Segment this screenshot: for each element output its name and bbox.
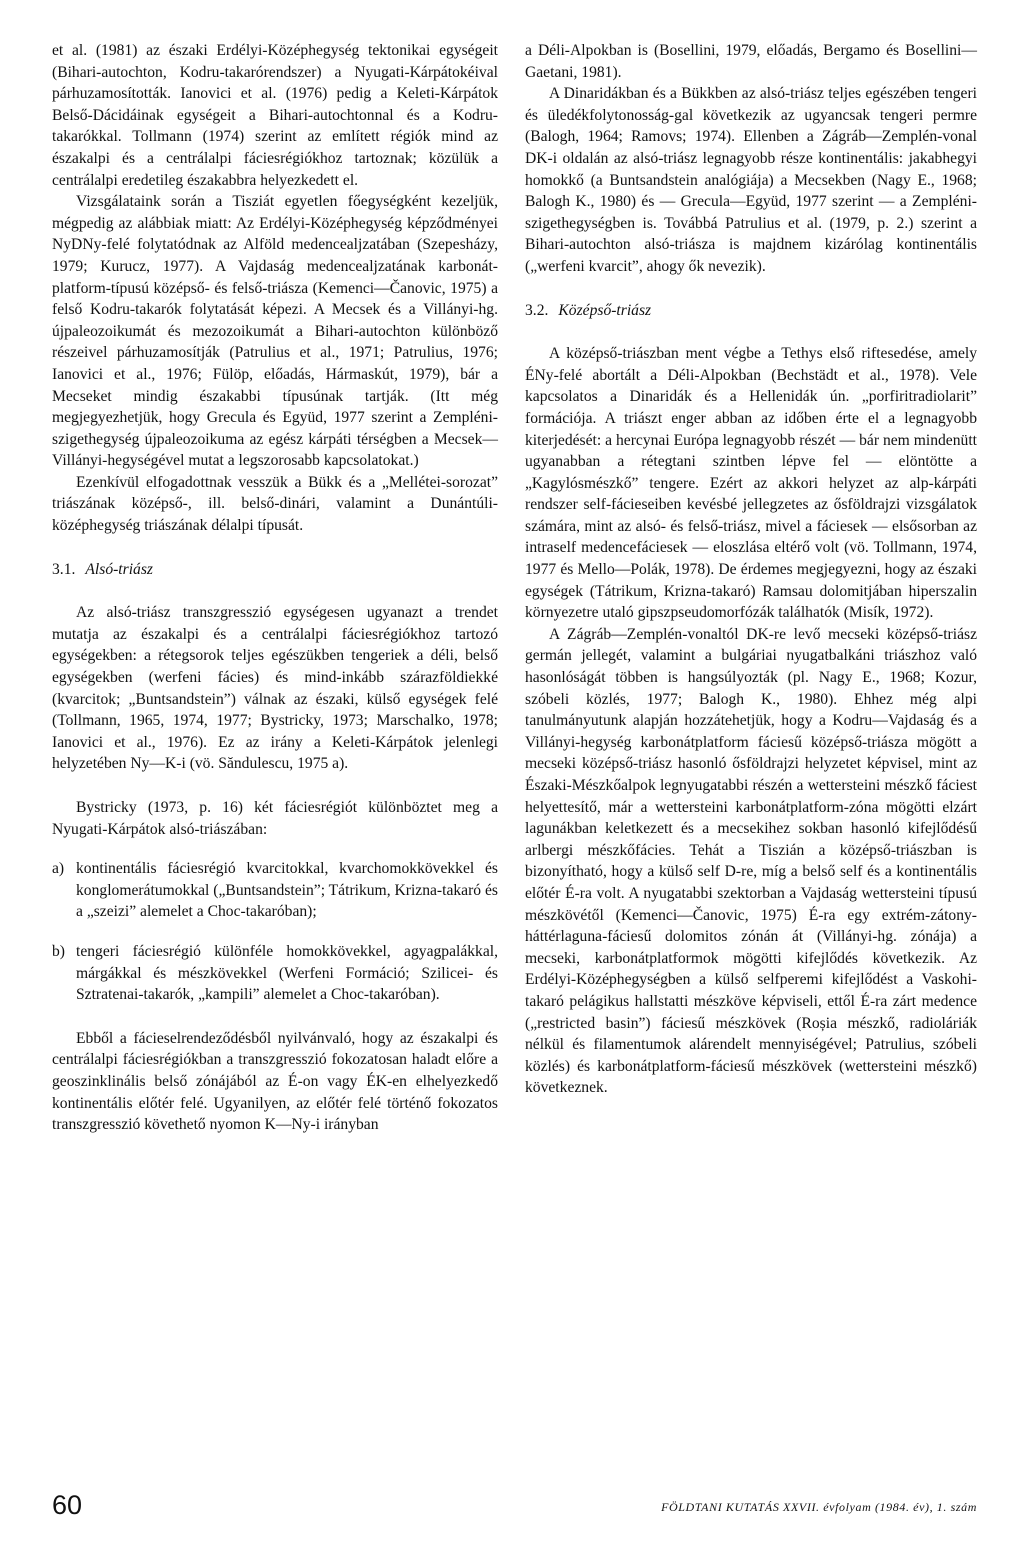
section-number: 3.1. xyxy=(52,560,76,578)
paragraph: Ezenkívül elfogadottnak vesszük a Bükk és a „Mellétei-sorozat” triászának középső-, ill. belső-dinári, valamint a Dunántúli-középhegység triászának délalpi típusát. xyxy=(52,473,498,535)
section-title: Középső-triász xyxy=(558,301,652,319)
paragraph: A Dinaridákban és a Bükkben az alsó-triász teljes egészében tengeri és üledékfolytonosság-gal következik az ugyancsak tengeri permre (Balogh, 1964; Ramovs; 1974). Ellenben a Zágráb—Zemplén-vonal DK-i oldalán az alsó-triász legnagyobb része kontinentális: jakabhegyi homokkő (a Buntsandstein analógiája) a Mecsekben (Nagy E., 1968; Balogh K., 1980) és — Grecula—Együd, 1977 szerint — a Zempléni-szigethegységben is. Továbbá Patrulius et al. (1979, p. 2.) szerint a Bihari-autochton alsó-triásza is majdnem kizárólag kontinentális („werfeni kvarcit”, ahogy ők nevezik). xyxy=(525,85,977,275)
paragraph: et al. (1981) az északi Erdélyi-Középhegység tektonikai egységeit (Bihari-autochton, Kodru-takarórendszer) a Nyugati-Kárpátokéival párhuzamosították. Ianovici et al. (1976) pedig a Keleti-Kárpátok Belső-Dácidáinak egységeit a Bihari-autochtonnal és a Kodru-takarókkal. Tollmann (1974) szerint az említett régiók mind az északalpi és a centrálalpi fáciesrégiókhoz tartoznak; közülük a centrálalpi eredetileg északabbra helyezkedett el. xyxy=(52,42,498,189)
list-item-text: kontinentális fáciesrégió kvarcitokkal, kvarchomokkövekkel és konglomerátumokkal („Buntsandstein”; Tátrikum, Krizna-takaró és a „szeizi” alemelet a Choc-takaróban); xyxy=(76,860,498,921)
section-heading xyxy=(52,559,498,581)
paragraph: Vizsgálataink során a Tisziát egyetlen főegységként kezeljük, mégpedig az alábbiak miatt: Az Erdélyi-Középhegység képződményei NyDNy-felé folytatódnak az Alföld medencealjzatában (Szepesházy, 1979; Kurucz, 1977). A Vajdaság medencealjzatának karbonát-platform-típusú középső- és felső-triásza (Kemenci—Čanovic, 1975) a felső Kodru-takarók folytatását képezi. A Mecsek és a Villányi-hg. újpaleozoikumát és mezozoikumát a Bihari-autochton különböző részeivel párhuzamosítják (Patrulius et al., 1971; Patrulius, 1976; Ianovici et al., 1976; Fülöp, előadás, Hármaskút, 1979), bár a Mecseket mindig északabbi típusúnak tartják. (Itt még megjegyezhetjük, hogy Grecula és Együd, 1977 szerint a Zempléni-szigethegység újpaleozoikuma az egész kárpáti térségben a Mecsek—Villányi-hegységével mutat a legszorosabb kapcsolatokat.) xyxy=(52,193,498,470)
list-item xyxy=(52,941,498,1006)
paragraph: Ebből a fácieselrendeződésből nyilvánvaló, hogy az északalpi és centrálalpi fáciesrégiókban a transzgresszió fokozatosan haladt előre a geoszinklinális belső zónájából az É-on vagy ÉK-en elhelyezkedő kontinentális előtér felé. Ugyanilyen, az előtér felé történő fokozatos transzgresszió követhető nyomon K—Ny-i irányban xyxy=(52,1029,498,1134)
journal-reference: FÖLDTANI KUTATÁS XXVII. évfolyam (1984. év), 1. szám xyxy=(661,1500,977,1514)
page-footer xyxy=(52,1490,977,1524)
section-title: Alsó-triász xyxy=(85,560,153,578)
section-number: 3.2. xyxy=(525,301,549,319)
paragraph: a Déli-Alpokban is (Bosellini, 1979, előadás, Bergamo és Bosellini—Gaetani, 1981). xyxy=(525,42,977,81)
paragraph: Bystricky (1973, p. 16) két fáciesrégiót különböztet meg a Nyugati-Kárpátok alsó-triászában: xyxy=(52,799,498,838)
right-column xyxy=(525,40,977,1099)
list-item xyxy=(52,858,498,923)
list-item-label: b) xyxy=(52,942,65,960)
list-item-label: a) xyxy=(52,860,65,878)
page-number: 60 xyxy=(52,1490,83,1520)
left-column xyxy=(52,40,498,1136)
paragraph: A Zágráb—Zemplén-vonaltól DK-re levő mecseki középső-triász germán jellegét, valamint a bulgáriai nyugatbalkáni triászhoz való hasonlóságát többen is hangsúlyozták (pl. Nagy E., 1968; Kozur, szóbeli közlés, 1977; Balogh K., 1980). Ehhez még alpi tanulmányutunk alapján hozzátehetjük, hogy a Kodru—Vajdaság és a Villányi-hegység karbonátplatform fáciesű középső-triásza mögött a mecseki középső-triász hasonló ősföldrajzi helyzetet képvisel, mint az Északi-Mészkőalpok legnyugatabbi részén a wettersteini mészkő fáciest helyettesítő, már a wettersteini karbonátplatform-zóna mögötti elzárt lagunákban keletkezett és a mecsekihez sokban hasonló kifejlődésű arlbergi mészkőfácies. Tehát a Tiszián a középső-triászban is bizonyítható, hogy a külső self D-re, míg a belső self és a kontinentális előtér É-ra volt. A nyugatabbi szektorban a Vajdaság wettersteini típusú mészkövétől (Kemenci—Čanovic, 1975) É-ra egy extrém-zátony-háttérlaguna-fáciesű dolomitos zónán át (Villányi-hg. zónája) a mecseki, karbonátplatformok mögötti kifejlődés következik. Az Erdélyi-Középhegységben a külső selfperemi kifejlődést a Vaskohi-takaró pelágikus hallstatti mészköve képviseli, ettől É-ra zárt medence („restricted basin”) fáciesű mészkövek (Roșia mészkő, radioláriák nélkül és filamentumok alárendelt mennyiségével; Patrulius, szóbeli közlés) és karbonátplatform-fáciesű mészkövek (wettersteini mészkő) következnek. xyxy=(525,625,977,1097)
paragraph: Az alsó-triász transzgresszió egységesen ugyanazt a trendet mutatja az északalpi és a centrálalpi fáciesrégiókhoz tartozó egységekben: a rétegsorok teljes egészükben tengeriek a déli, belső egységekben (werfeni fácies) és mind-inkább szárazföldiekké (kvarcitok; „Buntsandstein”) válnak az északi, külső egységek felé (Tollmann, 1965, 1974, 1977; Bystricky, 1973; Marschalko, 1978; Ianovici et al., 1976). Ez az irány a Keleti-Kárpátok jelenlegi helyzetében Ny—K-i (vö. Săndulescu, 1975 a). xyxy=(52,604,498,773)
list-item-text: tengeri fáciesrégió különféle homokkövekkel, agyagpalákkal, márgákkal és mészkövekkel (Werfeni Formáció; Szilicei- és Sztratenai-takarók, „kampili” alemelet a Choc-takaróban). xyxy=(76,942,498,1004)
paragraph: A középső-triászban ment végbe a Tethys első riftesedése, amely ÉNy-felé abortált a Déli-Alpokban (Bechstädt et al., 1978). Vele kapcsolatos a Dinaridák és a Hellenidák ún. „porfiritradiolarit” formációja. A triászt enger abban az időben érte el a legnagyobb kiterjedését: a hercynai Európa legnagyobb részét — bár nem mindenütt ugyanabban a rétegtani szintben lépve fel — elöntötte a „Kagylósmészkő” tengere. Ezért az akkori helyzet az alp-kárpáti rendszer self-fácieseiben kevésbé jellegzetes az ősföldrajzi vizsgálatok számára, mint az alsó- és felső-triász, mivel a fáciesek — elsősorban az intraself medencefáciesek — eloszlása eltérő volt (vö. Tollmann, 1974, 1977 és Mello—Polák, 1978). De érdemes megjegyezni, hogy az északi egységek (Tátrikum, Krizna-takaró) Ramsau dolomitjában hiperszalin környezetre utaló gipszpseudomorfózák találhatók (Misík, 1972). xyxy=(525,345,977,622)
section-heading xyxy=(525,300,977,322)
